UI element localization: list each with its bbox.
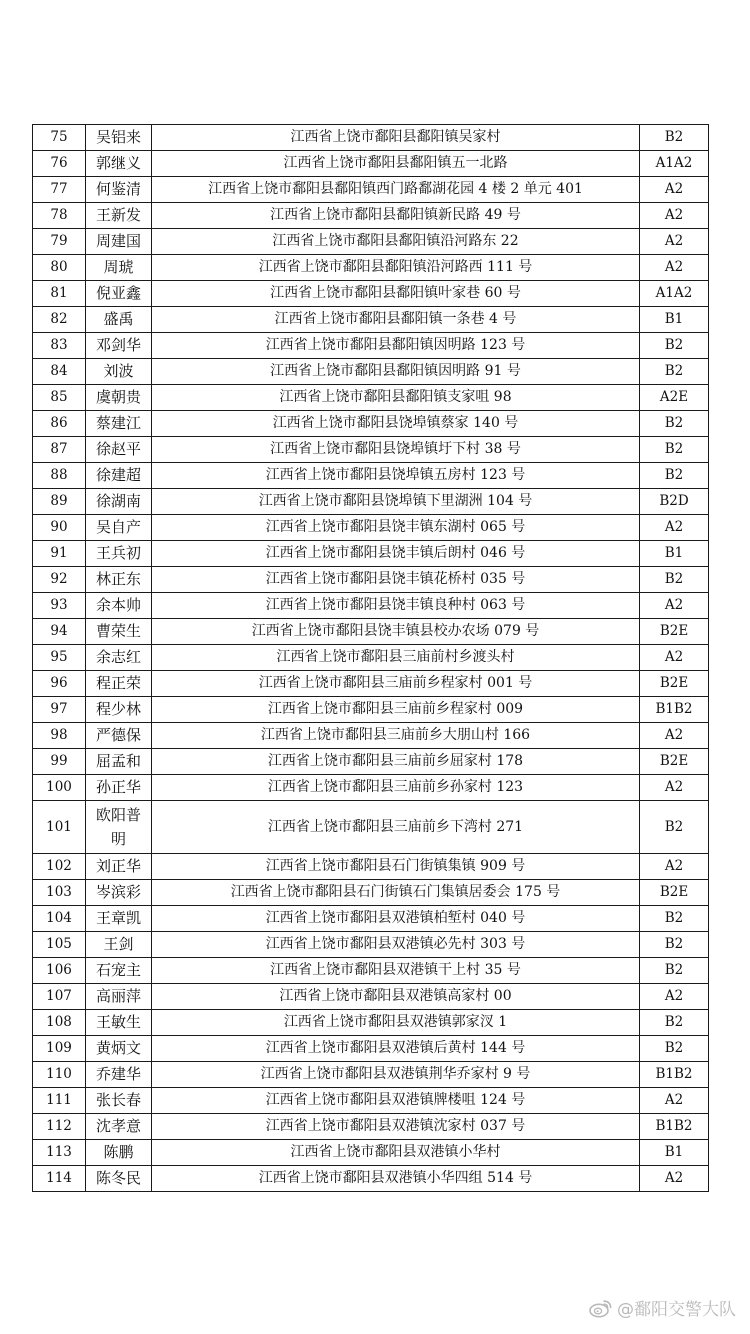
row-name: 何鉴清 — [86, 177, 152, 203]
table-row — [33, 541, 709, 567]
row-name: 王敏生 — [86, 1010, 152, 1036]
row-address: 江西省上饶市鄱阳县三庙前村乡渡头村 — [152, 645, 640, 671]
row-name: 高丽萍 — [86, 984, 152, 1010]
row-name: 王剑 — [86, 932, 152, 958]
row-name: 陈冬民 — [86, 1166, 152, 1192]
row-name: 严德保 — [86, 723, 152, 749]
weibo-icon — [589, 1298, 613, 1318]
row-license-class: B2E — [640, 619, 709, 645]
row-license-class: A2E — [640, 385, 709, 411]
row-number: 105 — [33, 932, 86, 958]
row-license-class: B2 — [640, 333, 709, 359]
row-number: 96 — [33, 671, 86, 697]
table-row — [33, 645, 709, 671]
table-row — [33, 255, 709, 281]
row-name: 徐建超 — [86, 463, 152, 489]
row-name: 黄炳文 — [86, 1036, 152, 1062]
row-address: 江西省上饶市鄱阳县双港镇沈家村 037 号 — [152, 1114, 640, 1140]
row-number: 92 — [33, 567, 86, 593]
row-name: 乔建华 — [86, 1062, 152, 1088]
table-row — [33, 203, 709, 229]
table-row — [33, 1166, 709, 1192]
row-name: 周建国 — [86, 229, 152, 255]
row-name: 刘波 — [86, 359, 152, 385]
row-number: 108 — [33, 1010, 86, 1036]
row-address: 江西省上饶市鄱阳县鄱阳镇支家咀 98 — [152, 385, 640, 411]
row-number: 80 — [33, 255, 86, 281]
table-row — [33, 854, 709, 880]
row-number: 95 — [33, 645, 86, 671]
row-name: 石宠主 — [86, 958, 152, 984]
row-license-class: B1 — [640, 1140, 709, 1166]
row-address: 江西省上饶市鄱阳县鄱阳镇因明路 123 号 — [152, 333, 640, 359]
row-address: 江西省上饶市鄱阳县鄱阳镇沿河路西 111 号 — [152, 255, 640, 281]
row-license-class: B1B2 — [640, 697, 709, 723]
row-license-class: B2 — [640, 958, 709, 984]
table-row — [33, 489, 709, 515]
row-license-class: A2 — [640, 775, 709, 801]
row-name: 吴铝来 — [86, 125, 152, 151]
table-row — [33, 1114, 709, 1140]
row-address: 江西省上饶市鄱阳县三庙前乡程家村 009 — [152, 697, 640, 723]
row-license-class: B2 — [640, 906, 709, 932]
table-row — [33, 906, 709, 932]
row-address: 江西省上饶市鄱阳县三庙前乡孙家村 123 — [152, 775, 640, 801]
row-address: 江西省上饶市鄱阳县鄱阳镇五一北路 — [152, 151, 640, 177]
row-address: 江西省上饶市鄱阳县饶埠镇五房村 123 号 — [152, 463, 640, 489]
row-license-class: A2 — [640, 255, 709, 281]
row-license-class: B1 — [640, 307, 709, 333]
row-number: 112 — [33, 1114, 86, 1140]
row-name: 林正东 — [86, 567, 152, 593]
row-number: 75 — [33, 125, 86, 151]
row-address: 江西省上饶市鄱阳县饶丰镇花桥村 035 号 — [152, 567, 640, 593]
row-number: 99 — [33, 749, 86, 775]
row-license-class: A2 — [640, 854, 709, 880]
row-address: 江西省上饶市鄱阳县鄱阳镇沿河路东 22 — [152, 229, 640, 255]
table-row — [33, 749, 709, 775]
row-address: 江西省上饶市鄱阳县饶埠镇蔡家 140 号 — [152, 411, 640, 437]
row-address: 江西省上饶市鄱阳县饶丰镇后朗村 046 号 — [152, 541, 640, 567]
table-row — [33, 125, 709, 151]
row-license-class: A2 — [640, 515, 709, 541]
row-address: 江西省上饶市鄱阳县双港镇郭家汊 1 — [152, 1010, 640, 1036]
row-name: 倪亚鑫 — [86, 281, 152, 307]
row-name: 周琥 — [86, 255, 152, 281]
row-license-class: B2 — [640, 125, 709, 151]
row-license-class: A2 — [640, 203, 709, 229]
row-number: 82 — [33, 307, 86, 333]
table-row — [33, 281, 709, 307]
table-row — [33, 437, 709, 463]
table-row — [33, 385, 709, 411]
row-name: 孙正华 — [86, 775, 152, 801]
violations-table — [32, 124, 709, 1192]
row-name: 邓剑华 — [86, 333, 152, 359]
table-row — [33, 1010, 709, 1036]
table-row — [33, 671, 709, 697]
table-row — [33, 801, 709, 854]
row-license-class: B2E — [640, 749, 709, 775]
row-address: 江西省上饶市鄱阳县双港镇后黄村 144 号 — [152, 1036, 640, 1062]
row-name: 王章凯 — [86, 906, 152, 932]
row-address: 江西省上饶市鄱阳县双港镇干上村 35 号 — [152, 958, 640, 984]
row-number: 87 — [33, 437, 86, 463]
row-number: 107 — [33, 984, 86, 1010]
weibo-watermark — [589, 1295, 736, 1320]
row-number: 86 — [33, 411, 86, 437]
table-row — [33, 697, 709, 723]
row-number: 77 — [33, 177, 86, 203]
row-name: 余志红 — [86, 645, 152, 671]
table-row — [33, 958, 709, 984]
row-address: 江西省上饶市鄱阳县鄱阳镇西门路鄱湖花园 4 楼 2 单元 401 — [152, 177, 640, 203]
row-address: 江西省上饶市鄱阳县双港镇柏堑村 040 号 — [152, 906, 640, 932]
row-address: 江西省上饶市鄱阳县三庙前乡屈家村 178 — [152, 749, 640, 775]
row-number: 114 — [33, 1166, 86, 1192]
table-row — [33, 1088, 709, 1114]
row-number: 113 — [33, 1140, 86, 1166]
row-license-class: B2 — [640, 932, 709, 958]
table-row — [33, 177, 709, 203]
row-address: 江西省上饶市鄱阳县石门街镇石门集镇居委会 175 号 — [152, 880, 640, 906]
table-row — [33, 333, 709, 359]
row-license-class: B1 — [640, 541, 709, 567]
row-address: 江西省上饶市鄱阳县双港镇高家村 00 — [152, 984, 640, 1010]
row-number: 81 — [33, 281, 86, 307]
row-address: 江西省上饶市鄱阳县三庙前乡程家村 001 号 — [152, 671, 640, 697]
row-license-class: A2 — [640, 645, 709, 671]
row-license-class: B2 — [640, 359, 709, 385]
row-license-class: A2 — [640, 723, 709, 749]
row-name: 王兵初 — [86, 541, 152, 567]
row-address: 江西省上饶市鄱阳县饶丰镇东湖村 065 号 — [152, 515, 640, 541]
row-number: 78 — [33, 203, 86, 229]
row-license-class: B2E — [640, 671, 709, 697]
table-row — [33, 463, 709, 489]
row-number: 109 — [33, 1036, 86, 1062]
row-license-class: B2 — [640, 411, 709, 437]
row-name: 岑滨彩 — [86, 880, 152, 906]
row-license-class: A2 — [640, 229, 709, 255]
row-number: 79 — [33, 229, 86, 255]
row-address: 江西省上饶市鄱阳县鄱阳镇叶家巷 60 号 — [152, 281, 640, 307]
row-license-class: B2 — [640, 801, 709, 854]
table-row — [33, 619, 709, 645]
table-row — [33, 775, 709, 801]
table-row — [33, 411, 709, 437]
table-row — [33, 229, 709, 255]
row-number: 103 — [33, 880, 86, 906]
row-license-class: A2 — [640, 1166, 709, 1192]
row-name: 程少林 — [86, 697, 152, 723]
row-address: 江西省上饶市鄱阳县双港镇荆华乔家村 9 号 — [152, 1062, 640, 1088]
row-number: 110 — [33, 1062, 86, 1088]
table-row — [33, 151, 709, 177]
row-address: 江西省上饶市鄱阳县双港镇必先村 303 号 — [152, 932, 640, 958]
table-row — [33, 593, 709, 619]
table-row — [33, 880, 709, 906]
row-number: 83 — [33, 333, 86, 359]
row-number: 91 — [33, 541, 86, 567]
table-row — [33, 1140, 709, 1166]
row-number: 104 — [33, 906, 86, 932]
table-row — [33, 1036, 709, 1062]
row-license-class: B2 — [640, 1010, 709, 1036]
row-license-class: B1B2 — [640, 1062, 709, 1088]
table-body — [33, 125, 709, 1192]
row-license-class: A1A2 — [640, 281, 709, 307]
row-license-class: B2 — [640, 567, 709, 593]
row-license-class: B1B2 — [640, 1114, 709, 1140]
row-number: 76 — [33, 151, 86, 177]
table-row — [33, 723, 709, 749]
row-name: 徐湖南 — [86, 489, 152, 515]
row-number: 84 — [33, 359, 86, 385]
row-address: 江西省上饶市鄱阳县双港镇小华四组 514 号 — [152, 1166, 640, 1192]
row-license-class: B2D — [640, 489, 709, 515]
row-address: 江西省上饶市鄱阳县鄱阳镇吴家村 — [152, 125, 640, 151]
row-address: 江西省上饶市鄱阳县三庙前乡大朋山村 166 — [152, 723, 640, 749]
row-name: 张长春 — [86, 1088, 152, 1114]
row-number: 88 — [33, 463, 86, 489]
row-address: 江西省上饶市鄱阳县鄱阳镇新民路 49 号 — [152, 203, 640, 229]
table-row — [33, 1062, 709, 1088]
row-number: 98 — [33, 723, 86, 749]
table-row — [33, 984, 709, 1010]
row-number: 101 — [33, 801, 86, 854]
row-license-class: A1A2 — [640, 151, 709, 177]
row-name: 徐赵平 — [86, 437, 152, 463]
row-address: 江西省上饶市鄱阳县三庙前乡下湾村 271 — [152, 801, 640, 854]
table-row — [33, 932, 709, 958]
watermark-text: @鄱阳交警大队 — [617, 1300, 736, 1320]
row-address: 江西省上饶市鄱阳县双港镇小华村 — [152, 1140, 640, 1166]
row-license-class: B2 — [640, 463, 709, 489]
row-license-class: A2 — [640, 1088, 709, 1114]
table-row — [33, 359, 709, 385]
row-name: 欧阳普明 — [86, 801, 152, 854]
row-license-class: B2E — [640, 880, 709, 906]
row-number: 94 — [33, 619, 86, 645]
row-address: 江西省上饶市鄱阳县鄱阳镇因明路 91 号 — [152, 359, 640, 385]
row-address: 江西省上饶市鄱阳县饶埠镇圩下村 38 号 — [152, 437, 640, 463]
row-name: 蔡建江 — [86, 411, 152, 437]
row-number: 85 — [33, 385, 86, 411]
row-name: 吴自产 — [86, 515, 152, 541]
row-address: 江西省上饶市鄱阳县饶丰镇县校办农场 079 号 — [152, 619, 640, 645]
row-address: 江西省上饶市鄱阳县鄱阳镇一条巷 4 号 — [152, 307, 640, 333]
table-row — [33, 515, 709, 541]
row-name: 屈孟和 — [86, 749, 152, 775]
row-name: 曹荣生 — [86, 619, 152, 645]
row-number: 89 — [33, 489, 86, 515]
row-address: 江西省上饶市鄱阳县双港镇牌楼咀 124 号 — [152, 1088, 640, 1114]
row-name: 沈孝意 — [86, 1114, 152, 1140]
row-name: 刘正华 — [86, 854, 152, 880]
row-number: 102 — [33, 854, 86, 880]
row-license-class: A2 — [640, 593, 709, 619]
row-name: 余本帅 — [86, 593, 152, 619]
row-name: 陈鹏 — [86, 1140, 152, 1166]
row-number: 106 — [33, 958, 86, 984]
row-address: 江西省上饶市鄱阳县饶埠镇下里湖洲 104 号 — [152, 489, 640, 515]
row-name: 盛禹 — [86, 307, 152, 333]
row-name: 虞朝贵 — [86, 385, 152, 411]
table-row — [33, 567, 709, 593]
row-address: 江西省上饶市鄱阳县石门街镇集镇 909 号 — [152, 854, 640, 880]
row-name: 郭继义 — [86, 151, 152, 177]
row-name: 王新发 — [86, 203, 152, 229]
row-number: 93 — [33, 593, 86, 619]
row-number: 97 — [33, 697, 86, 723]
row-address: 江西省上饶市鄱阳县饶丰镇良种村 063 号 — [152, 593, 640, 619]
row-number: 100 — [33, 775, 86, 801]
row-license-class: B2 — [640, 437, 709, 463]
row-number: 111 — [33, 1088, 86, 1114]
row-number: 90 — [33, 515, 86, 541]
row-license-class: B2 — [640, 1036, 709, 1062]
row-license-class: A2 — [640, 177, 709, 203]
table-row — [33, 307, 709, 333]
row-license-class: A2 — [640, 984, 709, 1010]
row-name: 程正荣 — [86, 671, 152, 697]
